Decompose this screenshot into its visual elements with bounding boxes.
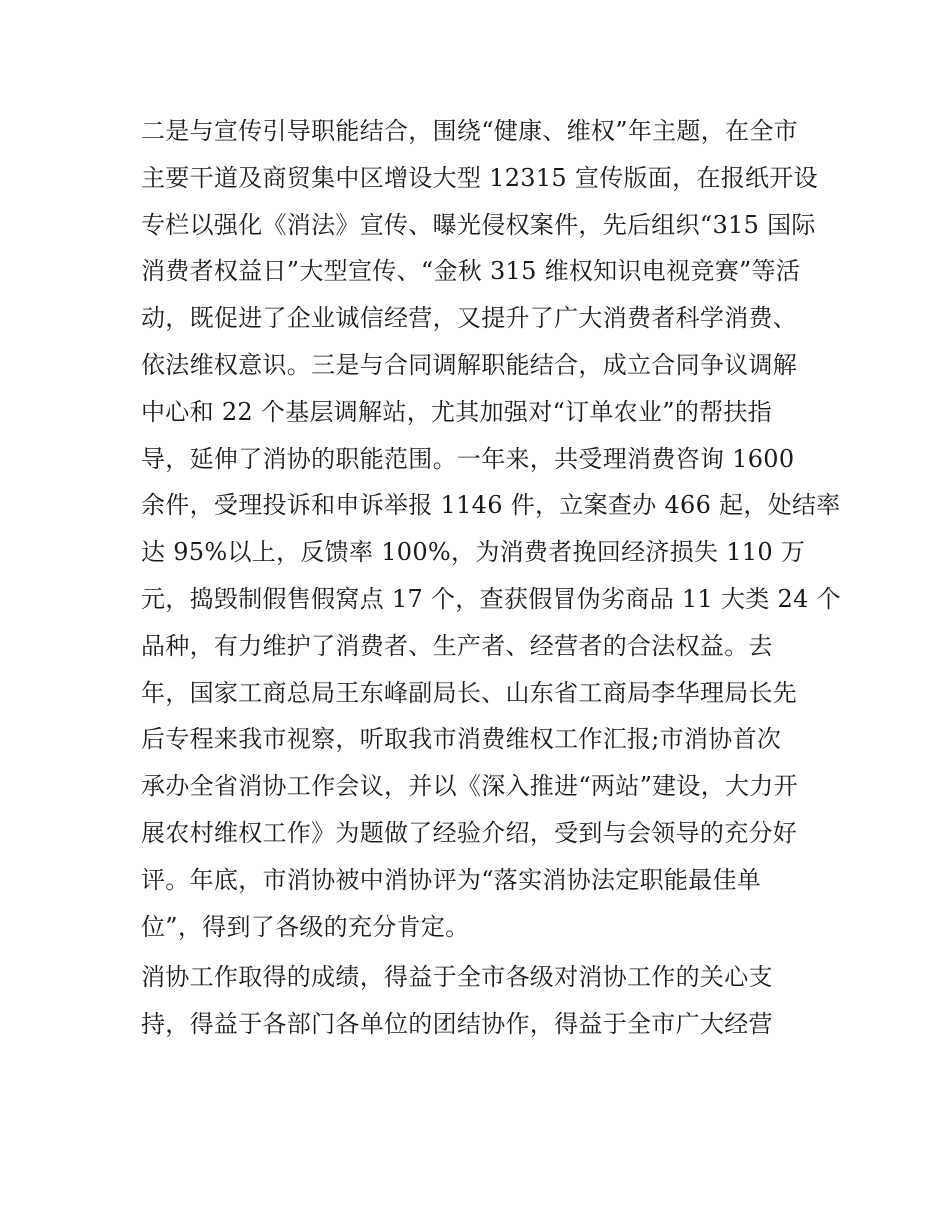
paragraph-line: 专栏以强化《消法》宣传、曝光侵权案件，先后组织“315 国际 (141, 210, 816, 239)
paragraph-line: 主要干道及商贸集中区增设大型 12315 宣传版面，在报纸开设 (141, 163, 818, 192)
paragraph-line: 导，延伸了消协的职能范围。一年来，共受理消费咨询 1600 (141, 444, 795, 473)
paragraph-line: 依法维权意识。三是与合同调解职能结合，成立合同争议调解 (141, 350, 798, 379)
paragraph-line: 中心和 22 个基层调解站，尤其加强对“订单农业”的帮扶指 (141, 397, 773, 426)
paragraph-line: 位”，得到了各级的充分肯定。 (141, 912, 470, 941)
paragraph-line: 余件，受理投诉和申诉举报 1146 件，立案查办 466 起，处结率 (141, 491, 841, 520)
paragraph-line: 展农村维权工作》为题做了经验介绍，受到与会领导的充分好 (141, 818, 798, 847)
paragraph-line: 达 95%以上，反馈率 100%，为消费者挽回经济损失 110 万 (141, 538, 806, 567)
paragraph-line: 持，得益于各部门各单位的团结协作，得益于全市广大经营 (141, 1010, 773, 1039)
paragraph-line: 品种，有力维护了消费者、生产者、经营者的合法权益。去 (141, 631, 773, 660)
paragraph-2 (141, 954, 831, 1048)
paragraph-line: 元，捣毁制假售假窝点 17 个，查获假冒伪劣商品 11 大类 24 个 (141, 584, 841, 613)
paragraph-line: 二是与宣传引导职能结合，围绕“健康、维权”年主题，在全市 (141, 117, 798, 145)
paragraph-line: 消费者权益日”大型宣传、“金秋 315 维权知识电视竞赛”等活 (141, 257, 801, 286)
paragraph-line: 评。年底，市消协被中消协评为“落实消协法定职能最佳单 (141, 865, 762, 894)
paragraph-line: 承办全省消协工作会议，并以《深入推进“两站”建设，大力开 (141, 772, 798, 801)
paragraph-line: 后专程来我市视察，听取我市消费维权工作汇报;市消协首次 (141, 725, 782, 754)
paragraph-line: 动，既促进了企业诚信经营，又提升了广大消费者科学消费、 (141, 304, 798, 333)
document-body (141, 108, 841, 1048)
paragraph-line: 年，国家工商总局王东峰副局长、山东省工商局李华理局长先 (141, 678, 798, 707)
paragraph-1 (141, 108, 841, 950)
paragraph-line: 消协工作取得的成绩，得益于全市各级对消协工作的关心支 (141, 963, 773, 992)
